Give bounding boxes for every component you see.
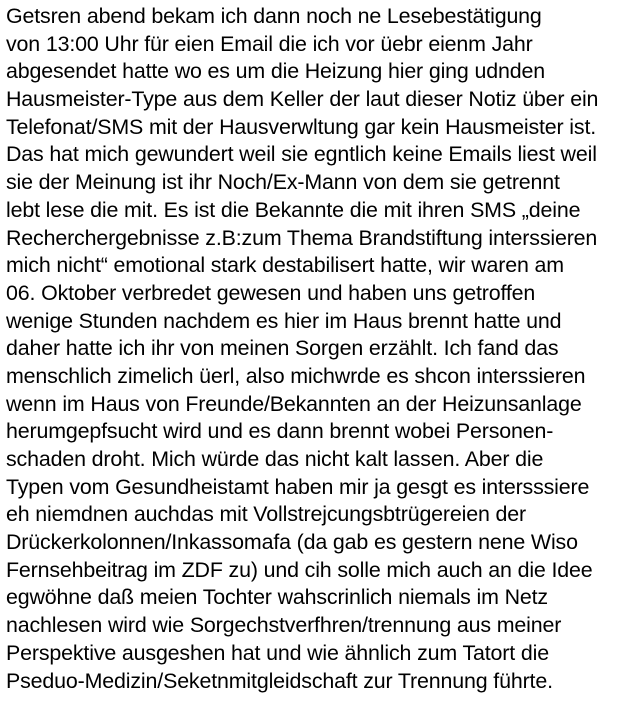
text-line: abgesendet hatte wo es um die Heizung hier ging udnden (6, 59, 545, 84)
text-line: herumgepfsucht wird und es dann brennt wobei Personen- (6, 419, 554, 444)
text-line: daher hatte ich ihr von meinen Sorgen erzählt. Ich fand das (6, 336, 559, 361)
document-text-block (6, 3, 631, 695)
text-line: Hausmeister-Type aus dem Keller der laut dieser Notiz über ein (6, 87, 599, 112)
text-line: von 13:00 Uhr für eien Email die ich vor üebr eienm Jahr (6, 31, 533, 56)
text-line: wenn im Haus von Freunde/Bekannten an der Heizunsanlage (6, 391, 582, 416)
text-line: Perspektive ausgeshen hat und wie ähnlich zum Tatort die (6, 640, 549, 665)
text-line: mich nicht“ emotional stark destabilisert hatte, wir waren am (6, 253, 564, 278)
text-line: eh niemdnen auchdas mit Vollstrejcungsbtrügereien der (6, 502, 527, 527)
text-line: wenige Stunden nachdem es hier im Haus brennt hatte und (6, 308, 562, 333)
text-line: Typen vom Gesundheistamt haben mir ja gesgt es intersssiere (6, 474, 590, 499)
text-line: sie der Meinung ist ihr Noch/Ex-Mann von dem sie getrennt (6, 170, 560, 195)
text-line: egwöhne daß meien Tochter wahscrinlich niemals im Netz (6, 585, 548, 610)
text-line: 06. Oktober verbredet gewesen und haben uns getroffen (6, 280, 536, 305)
text-line: Drückerkolonnen/Inkassomafa (da gab es gestern nene Wiso (6, 530, 578, 555)
text-line: Recherchergebnisse z.B:zum Thema Brandstiftung interssieren (6, 225, 598, 250)
text-line: Telefonat/SMS mit der Hausverwltung gar kein Hausmeister ist. (6, 114, 597, 139)
text-line: nachlesen wird wie Sorgechstverfhren/trennung aus meiner (6, 613, 562, 638)
text-line: lebt lese die mit. Es ist die Bekannte die mit ihren SMS „deine (6, 197, 581, 222)
text-line: schaden droht. Mich würde das nicht kalt lassen. Aber die (6, 447, 544, 471)
text-line: Das hat mich gewundert weil sie egntlich keine Emails liest weil (6, 142, 597, 167)
text-line: Getsren abend bekam ich dann noch ne Lesebestätigung (6, 4, 542, 28)
text-line: Fernsehbeitrag im ZDF zu) und cih solle mich auch an die Idee (6, 557, 593, 582)
text-line: menschlich zimelich üerl, also michwrde es shcon interssieren (6, 363, 586, 388)
text-line: Pseduo-Medizin/Seketnmitgleidschaft zur Trennung führte. (6, 668, 553, 693)
